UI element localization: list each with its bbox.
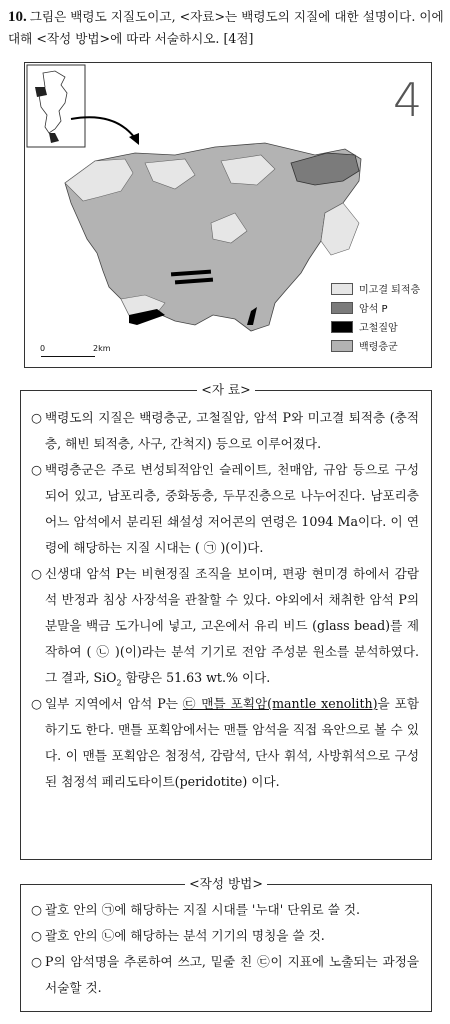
- legend-swatch-baengnyeong: [331, 340, 353, 352]
- bullet: ○: [31, 902, 42, 917]
- data-item-1: [27, 405, 419, 457]
- method-box: [20, 876, 432, 1012]
- scale-bar: [41, 356, 95, 357]
- legend-swatch-mafic: [331, 321, 353, 333]
- data-item-4: [27, 691, 419, 795]
- bullet: ○: [31, 954, 42, 969]
- geologic-map: [24, 62, 432, 368]
- method-item-1: [27, 897, 419, 923]
- method-box-title: <작성 방법>: [21, 877, 431, 891]
- data-item-text-cont: 을 포함하기도 한다. 맨틀 포획암에서는 맨틀 암석을 직접 육안으로 볼 수 있다. 이 맨틀 포획암은 첨정석, 감람석, 단사 휘석, 사방휘석으로 구성된 첨정석 페리도타이트(peridotite) 이다.: [45, 696, 420, 789]
- legend-swatch-rock-p: [331, 302, 353, 314]
- data-box-title: <자 료>: [21, 383, 431, 397]
- method-item-2: [27, 923, 419, 949]
- method-item-text: 괄호 안의 ㉡에 해당하는 분석 기기의 명칭을 쓸 것.: [45, 928, 325, 943]
- data-item-text: 신생대 암석 P는 비현정질 조직을 보이며, 편광 현미경 하에서 감람석 반정과 침상 사장석을 관찰할 수 있다. 야외에서 채취한 암석 P의 분말을 백금 도가니에 넣고, 고온에서 유리 비드 (glass bead)를 제작하여 ( ㉡ )(이)라는 분석 기기로 전암 주성분 원소를 분석하였다. 그 결과, SiO: [45, 566, 419, 685]
- legend-item-sediment: [331, 279, 420, 298]
- page-mark: 4: [393, 73, 423, 127]
- data-list: [21, 391, 431, 795]
- bullet: ○: [31, 462, 42, 477]
- question-prompt: 그림은 백령도 지질도이고, <자료>는 백령도의 지질에 대한 설명이다. 이에 대해 <작성 방법>에 따라 서술하시오. [4점]: [8, 9, 444, 46]
- legend-label-rock-p: 암석 P: [359, 304, 388, 315]
- data-item-2: [27, 457, 419, 561]
- bullet: ○: [31, 696, 42, 711]
- scale-km-label: 2km: [93, 344, 111, 353]
- legend-item-baengnyeong: [331, 336, 420, 355]
- data-item-text-cont: 함량은 51.63 wt.% 이다.: [121, 670, 271, 685]
- data-item-3: [27, 561, 419, 691]
- bullet: ○: [31, 566, 42, 581]
- map-legend: [331, 279, 420, 355]
- method-item-3: [27, 949, 419, 1001]
- question-number: 10.: [8, 9, 27, 25]
- subscript: 2: [116, 678, 122, 688]
- legend-label-mafic: 고철질암: [359, 323, 398, 334]
- method-item-text: 괄호 안의 ㉠에 해당하는 지질 시대를 '누대' 단위로 쓸 것.: [45, 902, 361, 917]
- data-item-text: 백령층군은 주로 변성퇴적암인 슬레이트, 천매암, 규암 등으로 구성되어 있고, 남포리층, 중화동층, 두무진층으로 나누어진다. 남포리층 어느 암석에서 분리된 쇄설성 저어콘의 연령은 1094 Ma이다. 이 연령에 해당하는 지질 시대는 ( ㉠ )(이)다.: [45, 462, 419, 555]
- legend-item-mafic: [331, 317, 420, 336]
- bullet: ○: [31, 928, 42, 943]
- legend-item-rock-p: [331, 298, 420, 317]
- bullet: ○: [31, 410, 42, 425]
- legend-label-sediment: 미고결 퇴적층: [359, 285, 421, 296]
- underlined-term: ㉢ 맨틀 포획암(mantle xenolith): [182, 696, 378, 711]
- question-header: [8, 6, 444, 50]
- data-box: [20, 382, 432, 860]
- data-item-text: 일부 지역에서 암석 P는: [45, 696, 183, 711]
- legend-swatch-sediment: [331, 283, 353, 295]
- method-item-text: P의 암석명을 추론하여 쓰고, 밑줄 친 ㉢이 지표에 노출되는 과정을 서술할 것.: [45, 954, 419, 995]
- scale-zero-label: 0: [40, 344, 46, 353]
- arrow-head: [129, 133, 139, 145]
- data-item-text: 백령도의 지질은 백령층군, 고철질암, 암석 P와 미고결 퇴적층 (충적층, 해빈 퇴적층, 사구, 간척지) 등으로 이루어졌다.: [45, 410, 419, 451]
- legend-label-baengnyeong: 백령층군: [359, 342, 398, 353]
- method-list: [21, 885, 431, 1001]
